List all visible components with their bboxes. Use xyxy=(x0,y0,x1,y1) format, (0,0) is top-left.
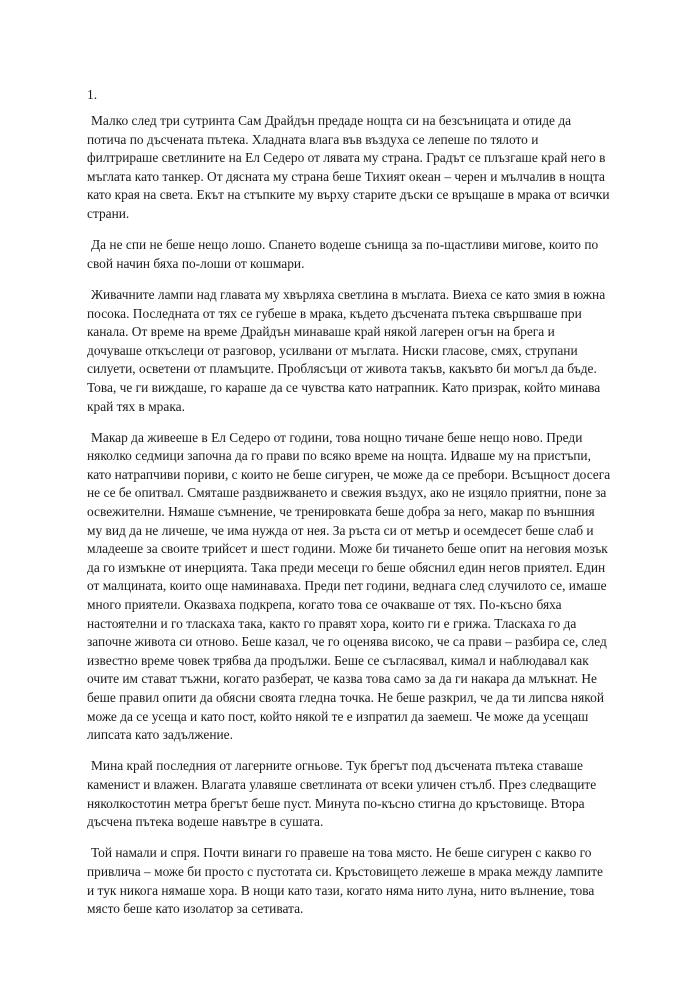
paragraph: Макар да живееше в Ел Седеро от години, това нощно тичане беше нещо ново. Преди няколко седмици започна да го прави по всяко време на нощта. Идваше му на пристъпи, като натрапчиви пориви, с които не беше сигурен, че може да се пребори. Всъщност досега не се бе опитвал. Смяташе раздвижването и свежия въздух, ако не изцяло приятни, поне за освежителни. Нямаше съмнение, че тренировката беше добра за него, макар по външния му вид да не личеше, че има нужда от нея. За ръста си от метър и осемдесет беше слаб и младееше за своите трийсет и шест години. Може би тичането беше опит на неговия мозък да го измъкне от инерцията. Така преди месеци го беше обяснил един негов приятел. Един от малцината, които още наминаваха. Преди пет години, веднага след случилото се, имаше много приятели. Оказваха подкрепа, когато това се очакваше от тях. По-късно бяха настоятелни и го тласкаха така, както го правят хора, които ги е грижа. Тласкаха го да започне живота си отново. Беше казал, че го оценява високо, че са прави – разбира се, след известно време човек трябва да продължи. Беше се съгласявал, кимал и наблюдавал как очите им стават тъжни, когато разберат, че казва това само за да ги накара да млъкнат. Не беше правил опити да обясни своята гледна точка. Не беше разкрил, че да ти липсва някой може да се усеща и като пост, който някой те е изпратил да заемеш. Че може да усещаш липсата като задължение. xyxy=(87,429,611,743)
body-text xyxy=(87,112,613,931)
paragraph: Живачните лампи над главата му хвърляха светлина в мъглата. Виеха се като змия в южна посока. Последната от тях се губеше в мрака, където дъсчената пътека свършваше при канала. От време на време Драйдън минаваше край някой лагерен огън на брега и дочуваше откъслеци от разговор, усилвани от мъглата. Ниски гласове, смях, струпани силуети, осветени от пламъците. Проблясъци от живота такъв, какъвто би могъл да бъде. Това, че ги виждаше, го караше да се чувства като натрапник. Като призрак, който минава край тях в мрака. xyxy=(87,286,606,414)
paragraph: Той намали и спря. Почти винаги го правеше на това място. Не беше сигурен с какво го привлича – може би просто с пустотата си. Кръстовището лежеше в мрака между лампите и тук никога нямаше хора. В нощи като тази, когато няма нито луна, нито вълнение, това място беше като изолатор за сетивата. xyxy=(87,845,603,917)
paragraph: Малко след три сутринта Сам Драйдън предаде нощта си на безсъницата и отиде да потича по дъсчената пътека. Хладната влага във въздуха се лепеше по тялото и филтрираше светлините на Ел Седеро от лявата му страна. Градът се плъзгаше край него в мъглата като танкер. От дясната му страна беше Тихият океан – черен и мълчалив в нощта като края на света. Екът на стъпките му върху старите дъски се връщаше в мрака от всички страни. xyxy=(87,113,610,221)
paragraph: Мина край последния от лагерните огньове. Тук брегът под дъсчената пътека ставаше каменист и влажен. Влагата улавяше светлината от всеки уличен стълб. През следващите няколкостотин метра брегът беше пуст. Минута по-късно стигна до кръстовище. Втора дъсчена пътека водеше навътре в сушата. xyxy=(87,758,597,830)
paragraph: Да не спи не беше нещо лошо. Спането водеше сънища за по-щастливи мигове, които по свой начин бяха по-лоши от кошмари. xyxy=(87,237,599,271)
chapter-number: 1. xyxy=(87,87,98,102)
